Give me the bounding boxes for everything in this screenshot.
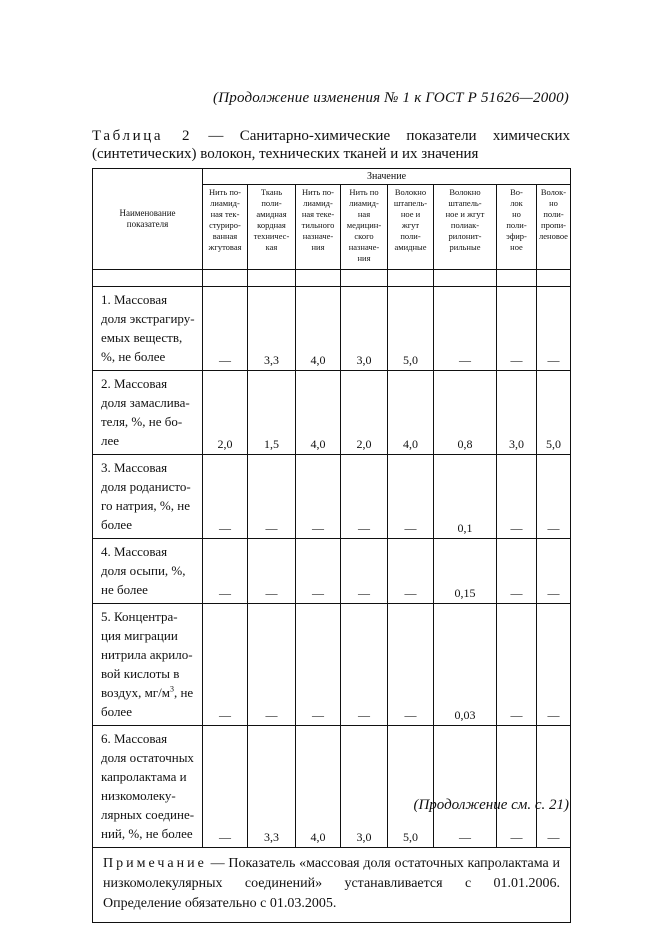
indicator-name-text: низкомолеку-	[101, 788, 176, 803]
table-caption-label: Таблица 2	[92, 128, 193, 144]
column-header-line: эфир-	[506, 231, 527, 241]
indicator-name-line	[101, 702, 198, 721]
column-header-line: рильные	[449, 242, 481, 252]
indicator-name-line	[101, 767, 198, 786]
column-header-line: штапель-	[393, 198, 428, 208]
indicator-name-text: доля осыпи, %,	[101, 563, 186, 578]
indicator-name-line	[101, 626, 198, 645]
indicator-name-line	[101, 824, 198, 843]
indicator-name-line	[101, 309, 198, 328]
value-cell: 1,5	[248, 371, 296, 455]
column-header-line: лиамид-	[210, 198, 240, 208]
value-cell: 5,0	[388, 287, 434, 371]
indicator-name-line	[101, 786, 198, 805]
column-header-line: техничес-	[253, 231, 290, 241]
table-row	[93, 287, 571, 371]
spacer-cell	[296, 270, 341, 287]
value-cell: —	[203, 287, 248, 371]
value-cell: —	[296, 539, 341, 604]
indicator-name-text: ция миграции	[101, 628, 178, 643]
column-header-line: ского	[354, 231, 374, 241]
value-cell: —	[537, 455, 571, 539]
value-cell: —	[537, 726, 571, 848]
value-cell: —	[203, 726, 248, 848]
value-cell: —	[203, 455, 248, 539]
indicator-name	[93, 726, 203, 848]
column-header-line: ная теке-	[301, 209, 335, 219]
value-cell: —	[203, 604, 248, 726]
indicator-name-text: вой кислоты в	[101, 666, 180, 681]
column-header-line: жгутовая	[208, 242, 242, 252]
indicator-name-line	[101, 664, 198, 683]
column-header-line: поли-	[506, 220, 527, 230]
value-cell: —	[341, 455, 388, 539]
column-header-line: жгут	[401, 220, 420, 230]
column-header	[497, 185, 537, 270]
value-cell: —	[388, 455, 434, 539]
column-header-line: ванная	[212, 231, 238, 241]
value-cell: —	[341, 539, 388, 604]
spacer-cell	[434, 270, 497, 287]
column-header-line: штапель-	[448, 198, 482, 208]
value-cell: —	[388, 539, 434, 604]
indicator-name-line	[101, 347, 198, 366]
column-header-line: рилонит-	[448, 231, 482, 241]
column-header-line: амидная	[256, 209, 287, 219]
indicator-name-line	[101, 431, 198, 450]
indicator-name-text: воздух, мг/м	[101, 685, 170, 700]
value-cell: —	[497, 287, 537, 371]
column-header-line: ная тек-	[210, 209, 240, 219]
indicator-name-line	[101, 542, 198, 561]
indicator-name-text: %, не более	[101, 349, 166, 364]
note-text: — Показатель «массовая доля остаточных капролактама и низкомолекулярных соединений» устанавливается с 01.01.2006. Определение обязательно с 01.03.2005.	[103, 856, 561, 911]
note-row	[93, 848, 571, 923]
value-cell: —	[497, 539, 537, 604]
value-cell: —	[434, 287, 497, 371]
column-header-line: лиамид-	[349, 198, 379, 208]
column-header-line: поли-	[261, 198, 282, 208]
indicator-name-text: 2. Массовая	[101, 376, 168, 391]
value-cell: 0,15	[434, 539, 497, 604]
indicator-name-text: нитрила акрило-	[101, 647, 193, 662]
table-row	[93, 371, 571, 455]
column-header-line: Волокно	[394, 187, 427, 197]
indicator-name	[93, 287, 203, 371]
column-header-line: Во-	[510, 187, 523, 197]
column-header-line: Нить по	[349, 187, 379, 197]
indicator-name	[93, 604, 203, 726]
indicator-name-line	[101, 496, 198, 515]
indicator-name-text: доля экстрагиру-	[101, 311, 195, 326]
indicator-name-line	[101, 412, 198, 431]
value-cell: —	[296, 455, 341, 539]
spacer-cell	[537, 270, 571, 287]
column-header	[203, 185, 248, 270]
name-column-header	[93, 169, 203, 270]
column-header-line: лиамид-	[303, 198, 333, 208]
column-header-line: Нить по-	[208, 187, 242, 197]
unit-superscript: 3	[169, 684, 174, 694]
indicator-name-text: ний, %, не более	[101, 826, 193, 841]
value-cell: —	[537, 287, 571, 371]
indicator-name-line	[101, 374, 198, 393]
indicator-name	[93, 539, 203, 604]
indicator-name-text: 1. Массовая	[101, 292, 168, 307]
value-cell: 2,0	[203, 371, 248, 455]
column-header-line: пропи-	[541, 220, 566, 230]
value-cell: 4,0	[296, 371, 341, 455]
spacer-cell	[497, 270, 537, 287]
continuation-header: (Продолжение изменения № 1 к ГОСТ Р 51626—2000)	[213, 90, 569, 106]
values-group-header: Значение	[203, 169, 571, 185]
name-header-line: показателя	[126, 219, 169, 229]
column-header-line: ния	[311, 242, 325, 252]
table-note	[93, 848, 571, 923]
continuation-footer: (Продолжение см. с. 21)	[413, 797, 569, 813]
column-header	[296, 185, 341, 270]
indicator-name-text: го натрия, %, не	[101, 498, 190, 513]
value-cell: —	[248, 604, 296, 726]
value-cell: —	[296, 604, 341, 726]
table-row	[93, 726, 571, 848]
indicator-name-text: , не	[173, 685, 194, 700]
indicator-name-line	[101, 729, 198, 748]
column-header	[388, 185, 434, 270]
value-cell: —	[388, 604, 434, 726]
column-header-line: но	[512, 209, 521, 219]
indicator-name-text: лярных соедине-	[101, 807, 195, 822]
value-cell: —	[341, 604, 388, 726]
name-header-line: Наименование	[119, 208, 176, 218]
value-cell: 4,0	[296, 287, 341, 371]
value-cell: —	[434, 726, 497, 848]
value-cell: —	[248, 455, 296, 539]
column-header	[537, 185, 571, 270]
column-header-line: тильного	[301, 220, 335, 230]
indicator-name-text: емых веществ,	[101, 330, 183, 345]
indicator-name-text: не более	[101, 582, 148, 597]
indicator-name-text: доля остаточных	[101, 750, 194, 765]
spacer-row	[93, 270, 571, 287]
indicator-name-text: лее	[101, 433, 120, 448]
column-header-line: стуриро-	[209, 220, 241, 230]
indicator-name-text: доля замаслива-	[101, 395, 190, 410]
value-cell: 3,3	[248, 726, 296, 848]
column-header-line: ное	[510, 242, 523, 252]
column-header-line: ния	[357, 253, 371, 263]
column-header-line: Волокно	[449, 187, 481, 197]
spacer-cell	[93, 270, 203, 287]
column-header-line: ное и жгут	[445, 209, 485, 219]
indicator-name-text: 5. Концентра-	[101, 609, 178, 624]
indicator-name-text: 4. Массовая	[101, 544, 168, 559]
indicator-name-line	[101, 561, 198, 580]
value-cell: 4,0	[388, 371, 434, 455]
column-header-line: ная	[357, 209, 371, 219]
value-cell: 0,8	[434, 371, 497, 455]
indicator-name	[93, 371, 203, 455]
indicator-name-line	[101, 515, 198, 534]
indicator-name-line	[101, 645, 198, 664]
value-cell: 5,0	[388, 726, 434, 848]
column-header-line: медицин-	[346, 220, 382, 230]
column-header	[341, 185, 388, 270]
column-header-line: назначе-	[348, 242, 380, 252]
indicator-name-line	[101, 328, 198, 347]
table-row	[93, 539, 571, 604]
value-cell: —	[537, 539, 571, 604]
indicator-name-text: более	[101, 517, 132, 532]
spacer-cell	[388, 270, 434, 287]
column-header-line: кая	[265, 242, 278, 252]
indicator-name-line	[101, 580, 198, 599]
column-header	[434, 185, 497, 270]
value-cell: —	[203, 539, 248, 604]
indicator-name-text: более	[101, 704, 132, 719]
value-cell: —	[497, 604, 537, 726]
table-row	[93, 604, 571, 726]
value-cell: 5,0	[537, 371, 571, 455]
header-row-group	[93, 169, 571, 185]
value-cell: 0,03	[434, 604, 497, 726]
table-caption-text: — Санитарно-химические показатели химических (синтетических) волокон, технических тканей и их значения	[92, 128, 570, 162]
column-header-line: Ткань	[260, 187, 283, 197]
value-cell: 4,0	[296, 726, 341, 848]
value-cell: —	[497, 726, 537, 848]
value-cell: 3,3	[248, 287, 296, 371]
column-header-line: но	[549, 198, 558, 208]
table-caption	[92, 127, 570, 163]
column-header-line: поли-	[400, 231, 421, 241]
indicator-name-line	[101, 458, 198, 477]
indicator-name-text: капролактама и	[101, 769, 187, 784]
column-header-line: Нить по-	[301, 187, 335, 197]
column-header-line: амидные	[394, 242, 427, 252]
column-header-line: лок	[510, 198, 523, 208]
column-header-line: Волок-	[540, 187, 567, 197]
indicator-name-line	[101, 683, 198, 702]
indicator-name-line	[101, 290, 198, 309]
column-header-line: ное и	[400, 209, 421, 219]
indicator-name-line	[101, 607, 198, 626]
indicator-name-text: теля, %, не бо-	[101, 414, 183, 429]
indicator-name-line	[101, 748, 198, 767]
spacer-cell	[341, 270, 388, 287]
note-label: Примечание	[103, 856, 207, 871]
column-header-line: кордная	[257, 220, 286, 230]
spacer-cell	[248, 270, 296, 287]
value-cell: 3,0	[497, 371, 537, 455]
column-header-line: леновое	[539, 231, 568, 241]
spacer-cell	[203, 270, 248, 287]
indicator-name-text: 6. Массовая	[101, 731, 168, 746]
column-header-line: поли-	[543, 209, 564, 219]
indicator-name-line	[101, 477, 198, 496]
value-cell: 2,0	[341, 371, 388, 455]
indicator-name-text: доля роданисто-	[101, 479, 191, 494]
indicator-name-text: 3. Массовая	[101, 460, 168, 475]
indicator-name	[93, 455, 203, 539]
value-cell: 3,0	[341, 287, 388, 371]
table-row	[93, 455, 571, 539]
indicator-name-line	[101, 805, 198, 824]
column-header	[248, 185, 296, 270]
indicator-name-line	[101, 393, 198, 412]
value-cell: 3,0	[341, 726, 388, 848]
value-cell: —	[497, 455, 537, 539]
column-header-line: назначе-	[302, 231, 334, 241]
value-cell: 0,1	[434, 455, 497, 539]
column-header-line: полиак-	[450, 220, 480, 230]
value-cell: —	[537, 604, 571, 726]
value-cell: —	[248, 539, 296, 604]
